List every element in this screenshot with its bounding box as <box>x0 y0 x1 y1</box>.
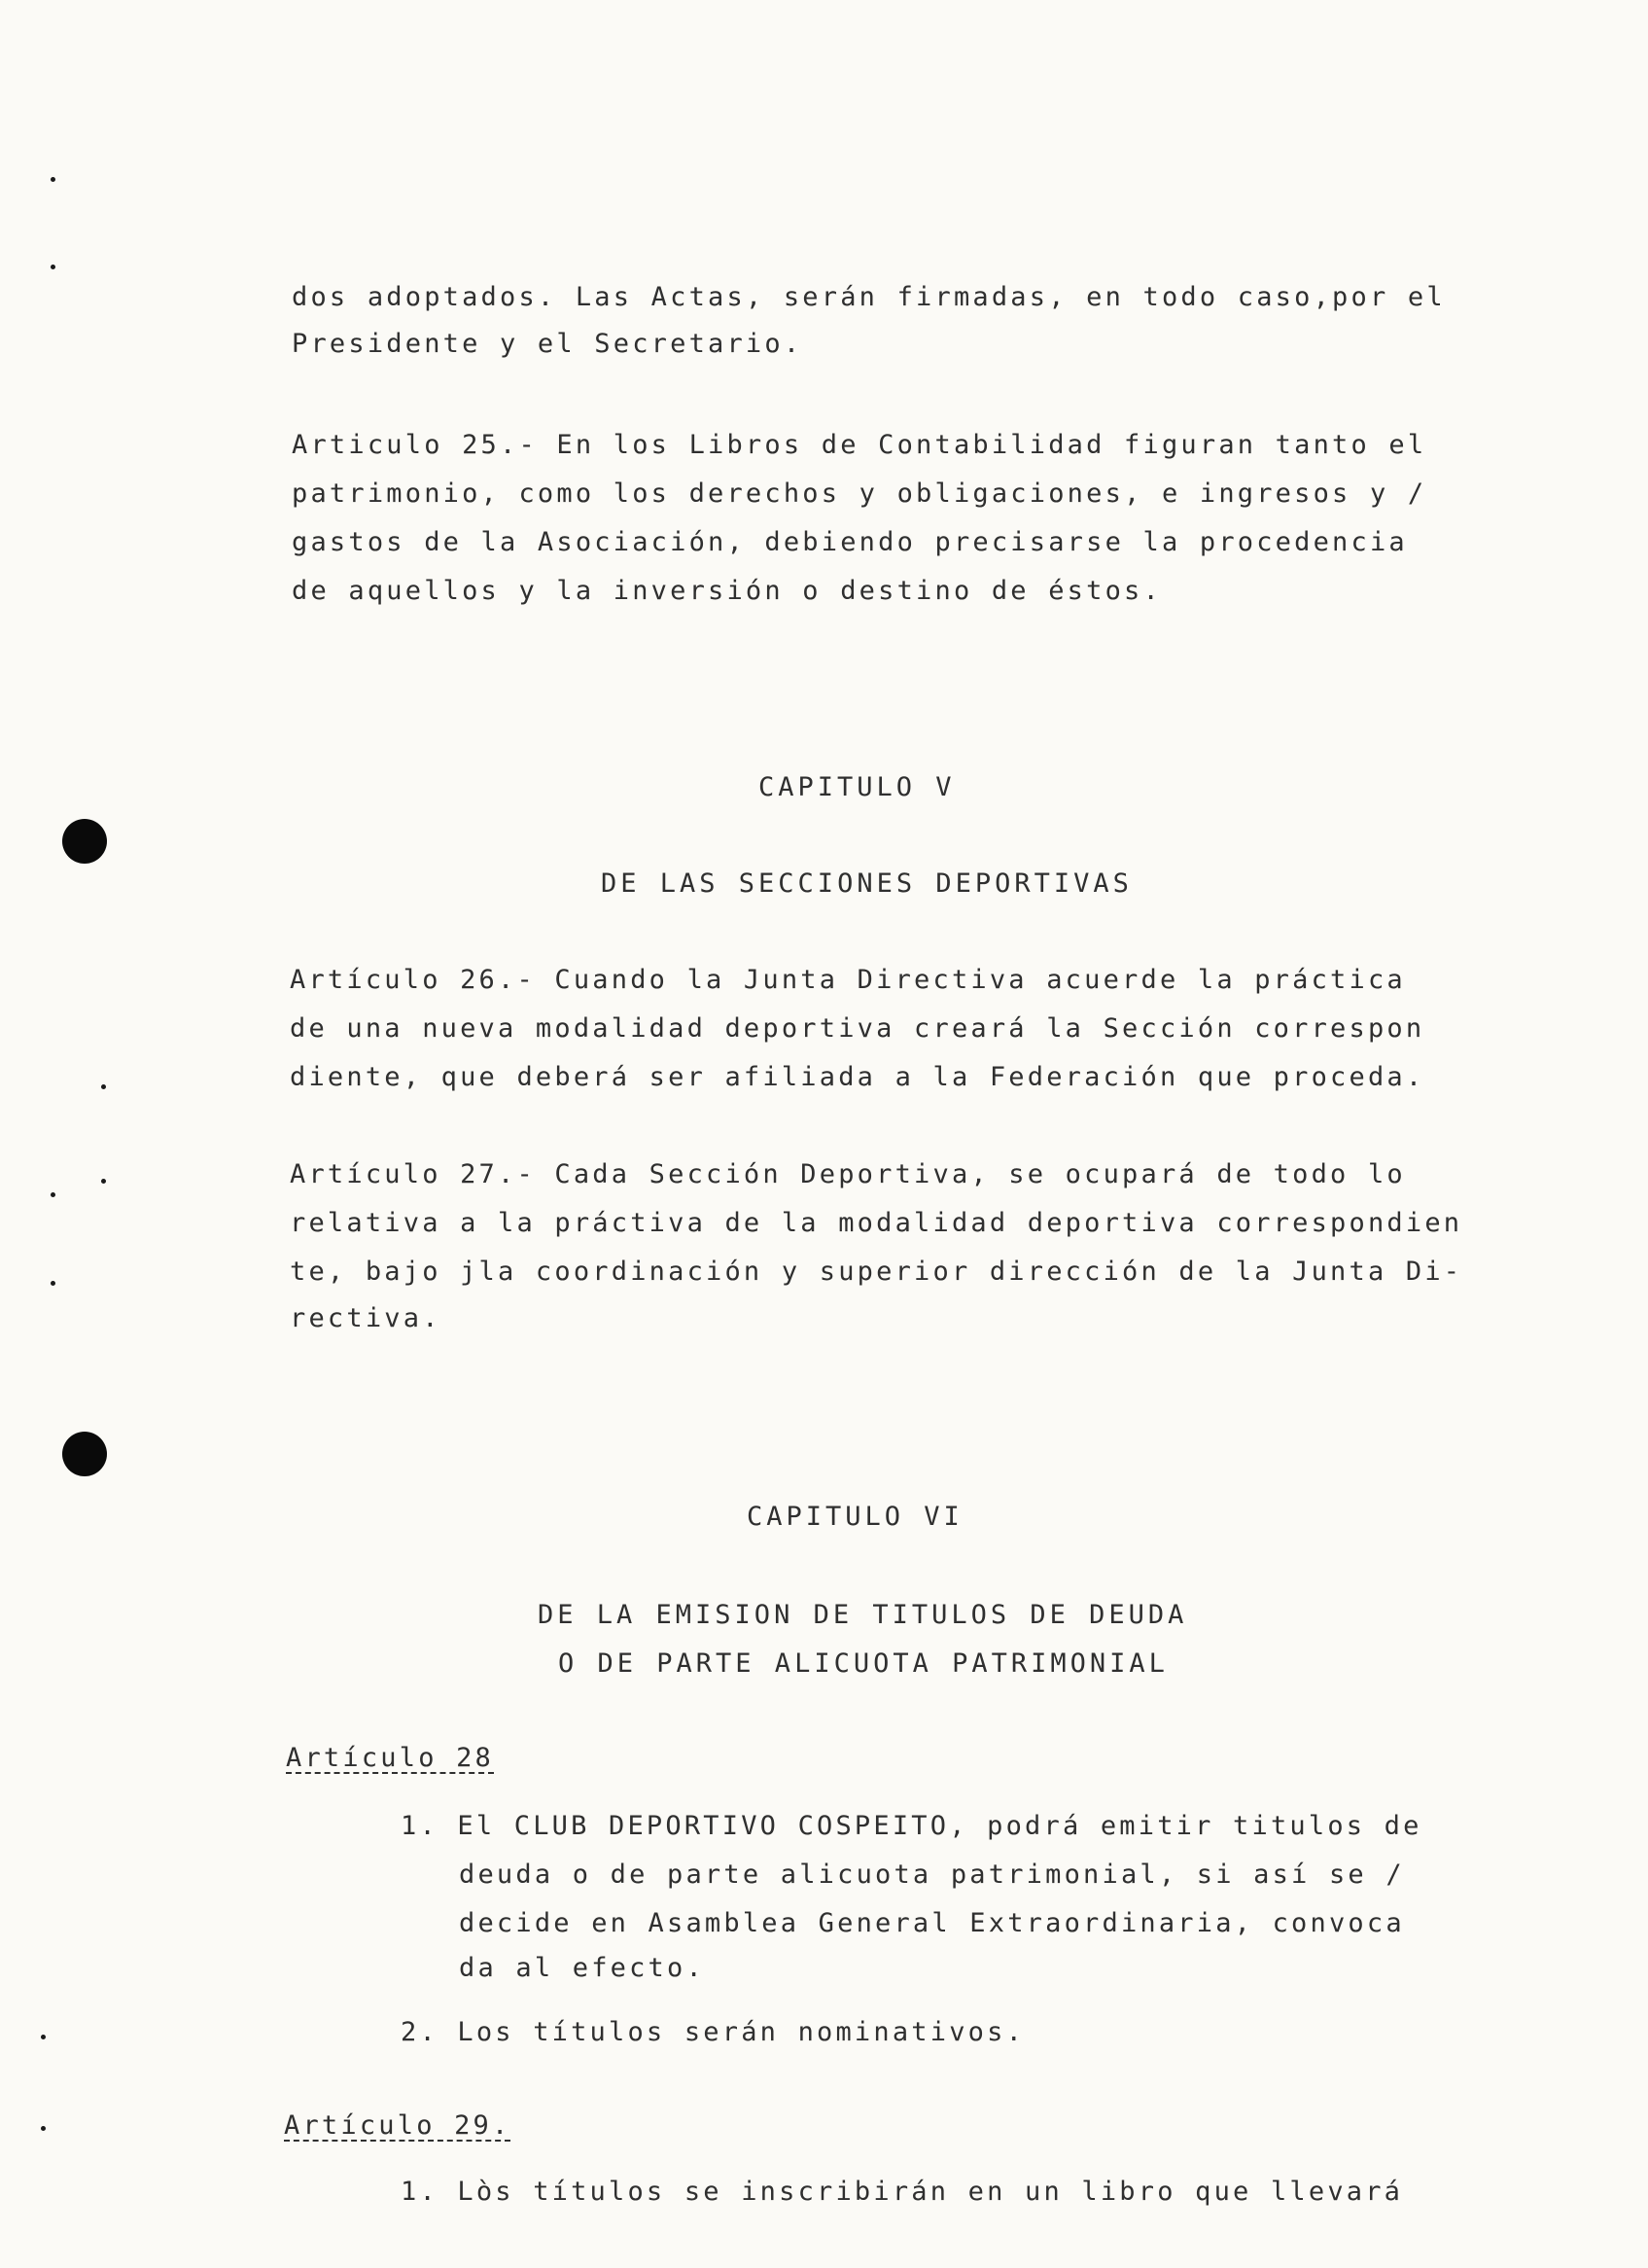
margin-speck <box>41 2035 46 2039</box>
margin-speck <box>51 265 55 269</box>
article-27-line: Artículo 27.- Cada Sección Deportiva, se ocupará de todo lo <box>290 1159 1406 1189</box>
text-line: de una nueva modalidad deportiva creará la Sección correspon <box>290 1013 1425 1044</box>
margin-speck <box>51 177 55 182</box>
article-29-heading: Artículo 29. <box>284 2110 511 2141</box>
margin-speck <box>51 1281 55 1286</box>
text-line: rectiva. <box>290 1303 441 1333</box>
text-line: dos adoptados. Las Actas, serán firmadas, en todo caso,por el <box>292 282 1446 312</box>
text-line: Presidente y el Secretario. <box>292 329 803 359</box>
chapter-title: O DE PARTE ALICUOTA PATRIMONIAL <box>558 1648 1169 1679</box>
punch-hole-upper <box>62 819 107 864</box>
article-25-line: Articulo 25.- En los Libros de Contabilidad figuran tanto el <box>292 430 1427 460</box>
text-line: de aquellos y la inversión o destino de éstos. <box>292 576 1162 606</box>
margin-speck <box>51 1192 55 1197</box>
text-line: decide en Asamblea General Extraordinaria, convoca <box>459 1908 1405 1938</box>
text-line: te, bajo jla coordinación y superior dirección de la Junta Di- <box>290 1257 1463 1287</box>
chapter-heading: CAPITULO V <box>758 772 956 802</box>
text-line: diente, que deberá ser afiliada a la Federación que proceda. <box>290 1062 1425 1092</box>
text-line: patrimonio, como los derechos y obligaciones, e ingresos y / <box>292 478 1427 509</box>
chapter-heading: CAPITULO VI <box>747 1502 964 1532</box>
text-line: deuda o de parte alicuota patrimonial, si así se / <box>459 1860 1405 1890</box>
text-line: relativa a la práctiva de la modalidad deportiva correspondien <box>290 1208 1463 1238</box>
text-line: da al efecto. <box>459 1953 705 1983</box>
text-line: 2. Los títulos serán nominativos. <box>401 2017 1026 2047</box>
chapter-title: DE LAS SECCIONES DEPORTIVAS <box>601 868 1133 899</box>
text-line: 1. Lòs títulos se inscribirán en un libro que llevará <box>401 2177 1404 2207</box>
article-26-line: Artículo 26.- Cuando la Junta Directiva acuerde la práctica <box>290 965 1406 995</box>
text-line: 1. El CLUB DEPORTIVO COSPEITO, podrá emitir titulos de <box>401 1811 1422 1841</box>
margin-speck <box>101 1179 106 1184</box>
punch-hole-lower <box>62 1432 107 1476</box>
chapter-title: DE LA EMISION DE TITULOS DE DEUDA <box>538 1600 1188 1630</box>
margin-speck <box>41 2126 46 2131</box>
margin-speck <box>101 1084 106 1089</box>
text-line: gastos de la Asociación, debiendo precisarse la procedencia <box>292 527 1408 557</box>
article-28-heading: Artículo 28 <box>286 1743 495 1773</box>
